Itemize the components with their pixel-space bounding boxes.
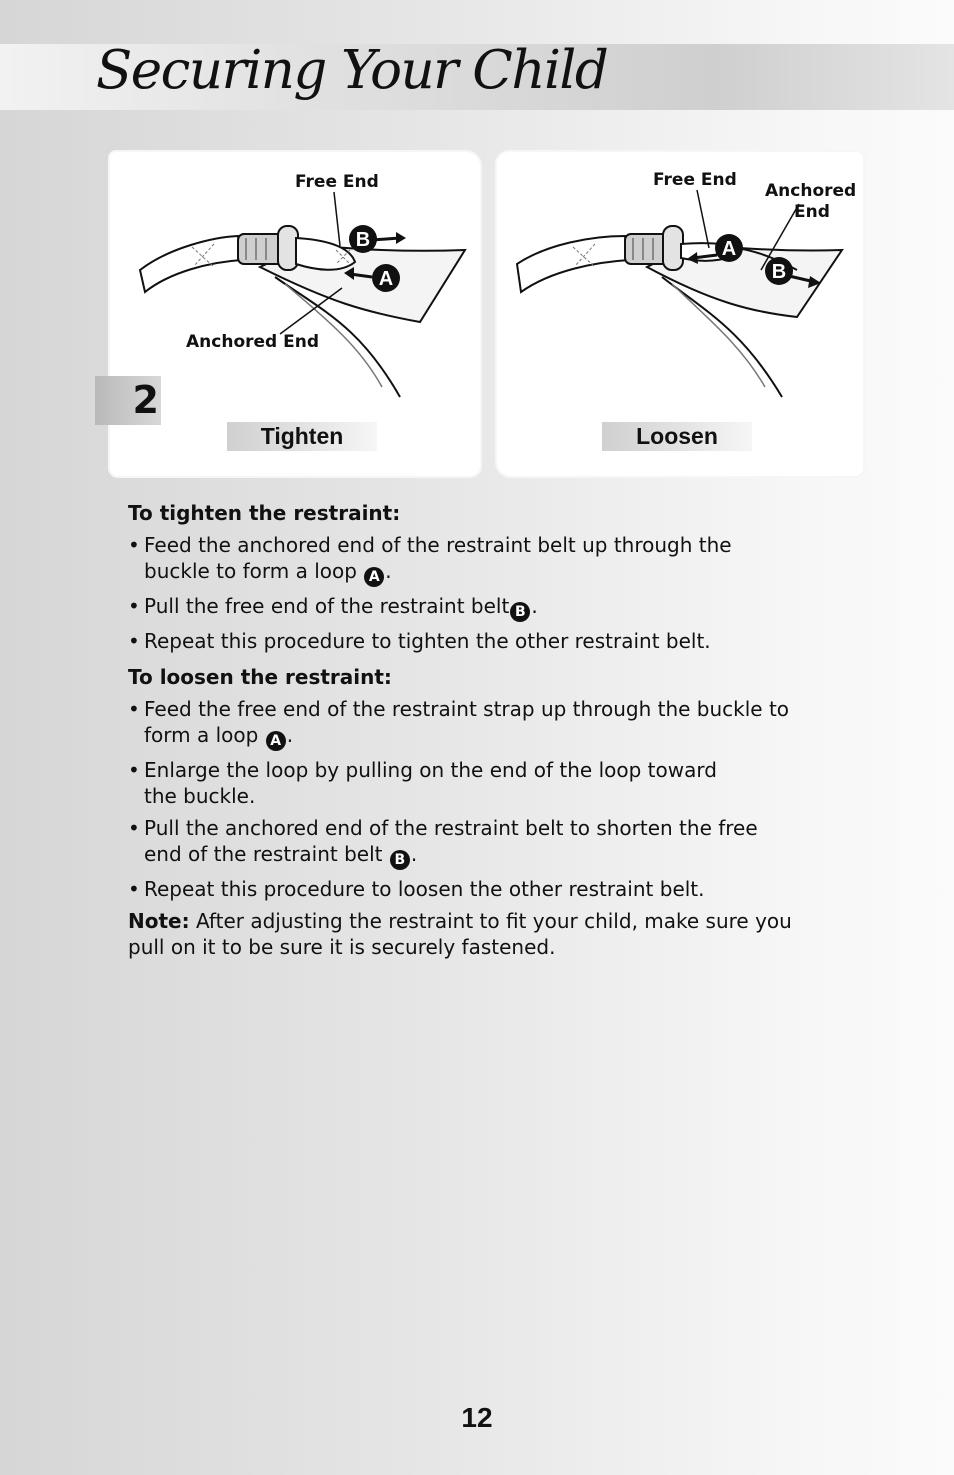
loosen-free-end-label: Free End xyxy=(653,170,737,190)
page-title: Securing Your Child xyxy=(96,40,608,101)
page-number: 12 xyxy=(461,1402,493,1433)
bullet: • xyxy=(128,697,140,721)
bullet: • xyxy=(128,533,140,557)
list-item: • Pull the free end of the restraint belt B . xyxy=(128,594,538,620)
loosen-steps xyxy=(128,696,808,902)
list-item: • Enlarge the loop by pulling on the end of the loop toward the buckle. xyxy=(128,758,717,808)
loosen-anchored-end-label-line1: Anchored xyxy=(765,181,857,201)
list-item: • Feed the free end of the restraint strap up through the buckle to form a loop A . xyxy=(128,697,790,749)
bullet: • xyxy=(128,816,140,840)
instructions xyxy=(128,500,808,960)
loosen-caption: Loosen xyxy=(602,422,752,451)
tighten-anchored-end-label: Anchored End xyxy=(186,332,320,352)
step-number-badge: 2 xyxy=(95,376,161,425)
marker-b-badge: B xyxy=(390,850,410,870)
svg-text:A: A xyxy=(721,238,737,260)
tighten-figure xyxy=(110,152,480,476)
tighten-steps xyxy=(128,532,808,654)
loosen-anchored-end-label-line2: End xyxy=(794,202,830,222)
note-label: Note: xyxy=(128,909,190,933)
svg-text:B: B xyxy=(355,229,371,251)
svg-text:A: A xyxy=(378,268,394,290)
list-item: • Pull the anchored end of the restraint belt to shorten the free end of the restraint belt B . xyxy=(128,816,758,868)
bullet: • xyxy=(128,629,140,653)
tighten-caption: Tighten xyxy=(227,422,377,451)
bullet: • xyxy=(128,758,140,782)
marker-a-badge: A xyxy=(266,731,286,751)
bullet: • xyxy=(128,877,140,901)
marker-b-badge: B xyxy=(510,602,530,622)
tighten-heading: To tighten the restraint: xyxy=(128,501,401,525)
note-paragraph: Note: After adjusting the restraint to fit your child, make sure you pull on it to be sure it is securely fastened. xyxy=(128,909,792,959)
list-item: • Repeat this procedure to loosen the other restraint belt. xyxy=(128,877,705,901)
list-item: • Repeat this procedure to tighten the other restraint belt. xyxy=(128,629,711,653)
list-item: • Feed the anchored end of the restraint belt up through the buckle to form a loop A . xyxy=(128,533,732,585)
marker-a-badge: A xyxy=(364,567,384,587)
svg-text:B: B xyxy=(771,261,787,283)
bullet: • xyxy=(128,594,140,618)
loosen-figure xyxy=(497,152,863,476)
tighten-free-end-label: Free End xyxy=(295,172,379,192)
loosen-heading: To loosen the restraint: xyxy=(128,665,392,689)
